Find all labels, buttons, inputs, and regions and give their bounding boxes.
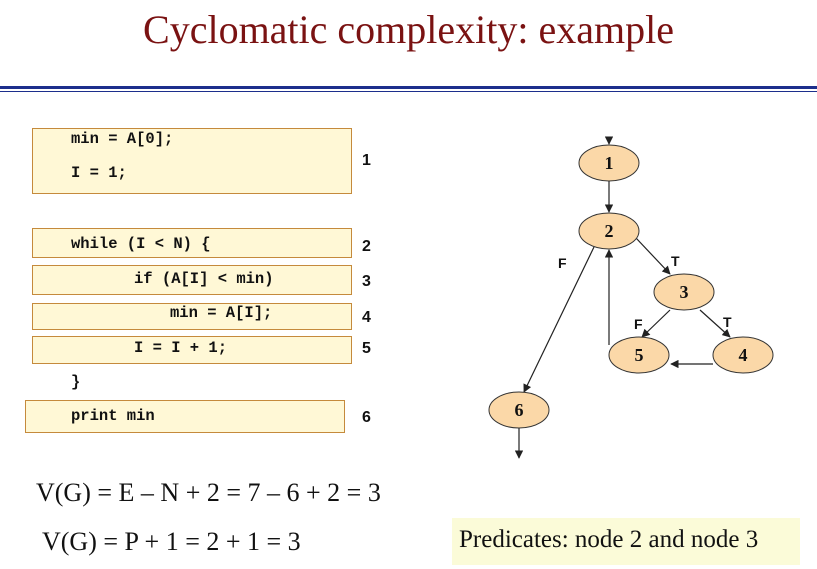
edge-3-5 [642,310,670,337]
node-label: 3 [679,282,689,302]
slide-title: Cyclomatic complexity: example [143,7,674,52]
node-label: 1 [604,153,614,173]
edge-2-3 [636,238,670,274]
edge-label: T [723,314,732,330]
code-line: print min [71,407,155,425]
node-label: 4 [738,345,748,365]
code-line: } [71,373,81,391]
block-number: 5 [362,340,371,357]
predicates-note: Predicates: node 2 and node 3 [452,518,800,565]
edge-label: F [634,316,643,332]
node-label: 5 [634,345,644,365]
block-number: 4 [362,309,371,326]
code-line: if (A[I] < min) [134,270,274,288]
node-label: 6 [514,400,524,420]
code-line: min = A[I]; [170,304,273,322]
edge-label: F [558,255,567,271]
edge-label: T [671,253,680,269]
block-number: 6 [362,409,371,426]
node-label: 2 [604,221,614,241]
code-line: I = I + 1; [134,339,228,357]
block-number: 2 [362,238,371,255]
formula-edges-nodes: V(G) = E – N + 2 = 7 – 6 + 2 = 3 [36,478,381,507]
formula-predicates: V(G) = P + 1 = 2 + 1 = 3 [42,527,301,556]
code-line: while (I < N) { [71,235,211,253]
code-line: min = A[0]; [71,130,174,148]
block-number: 1 [362,152,371,169]
graph-nodes [489,145,773,428]
code-line: I = 1; [71,164,127,182]
block-number: 3 [362,273,371,290]
